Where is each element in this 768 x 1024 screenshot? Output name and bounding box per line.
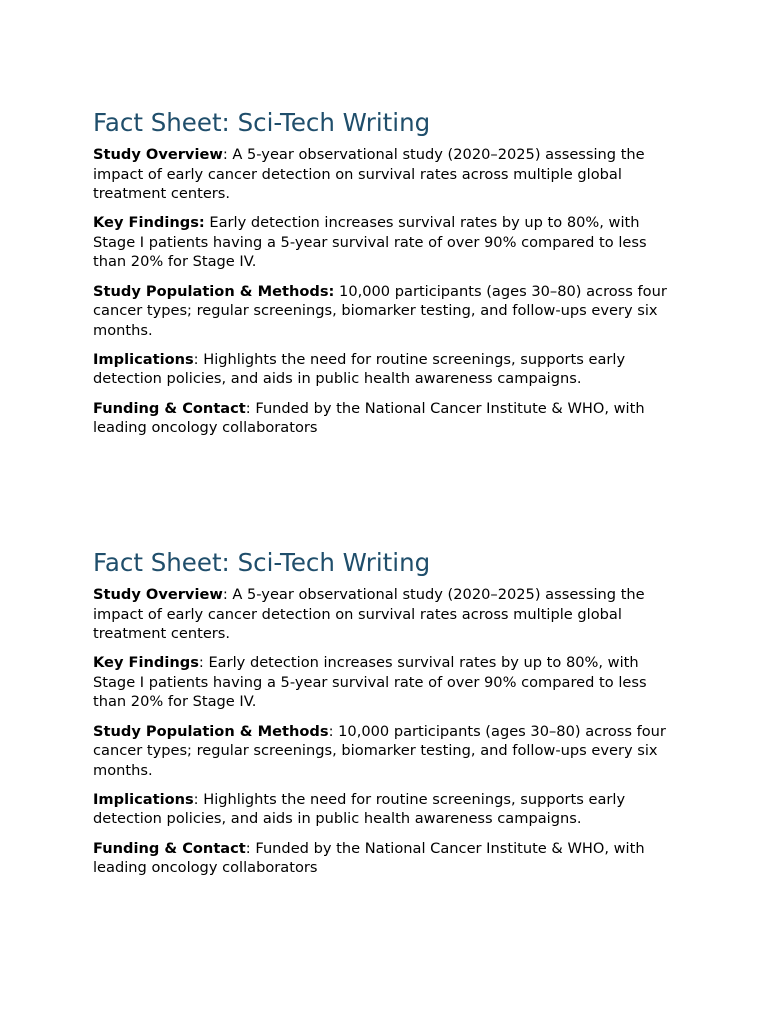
section-text: Funded by the National Cancer Institute & WHO, with leading oncology collaborators bbox=[93, 399, 645, 437]
section-funding-contact bbox=[93, 839, 683, 878]
section-label-colon: : bbox=[328, 722, 334, 740]
section-text: Early detection increases survival rates by up to 80%, with Stage I patients having a 5-year survival rate of over 90% compared to less than 20% for Stage IV. bbox=[93, 654, 647, 711]
section-implications bbox=[93, 350, 683, 389]
section-text: 10,000 participants (ages 30–80) across four cancer types; regular screenings, biomarker testing, and follow-ups every six months. bbox=[93, 722, 666, 779]
section-label-colon: : bbox=[245, 839, 251, 857]
fact-sheet-title: Fact Sheet: Sci-Tech Writing bbox=[93, 108, 431, 137]
section-label-colon: : bbox=[193, 790, 199, 808]
section-label-colon: : bbox=[193, 350, 199, 368]
section-text: A 5-year observational study (2020–2025) assessing the impact of early cancer detection on survival rates across multiple global treatment centers. bbox=[93, 586, 645, 643]
section-key-findings bbox=[93, 213, 683, 272]
section-text: Early detection increases survival rates by up to 80%, with Stage I patients having a 5-year survival rate of over 90% compared to less than 20% for Stage IV. bbox=[93, 214, 647, 271]
section-text: Funded by the National Cancer Institute & WHO, with leading oncology collaborators bbox=[93, 839, 645, 877]
section-label-colon: : bbox=[222, 146, 228, 163]
section-study-population-methods bbox=[93, 282, 683, 341]
fact-sheet-1 bbox=[93, 106, 683, 447]
section-text: Highlights the need for routine screenings, supports early detection policies, and aids in public health awareness campaigns. bbox=[93, 350, 626, 388]
fact-sheet-2 bbox=[93, 546, 683, 887]
section-key-findings bbox=[93, 653, 683, 712]
section-study-overview bbox=[93, 145, 683, 204]
section-label: Implications bbox=[93, 350, 194, 368]
section-label: Study Population & Methods: bbox=[93, 282, 335, 300]
section-implications bbox=[93, 790, 683, 829]
section-label: Key Findings bbox=[93, 654, 199, 672]
section-label-colon: : bbox=[198, 654, 204, 672]
section-label: Funding & Contact bbox=[93, 399, 246, 417]
section-label-colon: : bbox=[222, 586, 228, 603]
section-label: Study Population & Methods bbox=[93, 722, 329, 740]
section-text: Highlights the need for routine screenings, supports early detection policies, and aids in public health awareness campaigns. bbox=[93, 790, 626, 828]
section-text: A 5-year observational study (2020–2025) assessing the impact of early cancer detection on survival rates across multiple global treatment centers. bbox=[93, 146, 645, 203]
section-label-colon: : bbox=[245, 399, 251, 417]
section-text: 10,000 participants (ages 30–80) across four cancer types; regular screenings, biomarker testing, and follow-ups every six months. bbox=[93, 282, 667, 339]
section-study-overview bbox=[93, 585, 683, 644]
fact-sheet-title: Fact Sheet: Sci-Tech Writing bbox=[93, 548, 431, 577]
section-label: Funding & Contact bbox=[93, 839, 246, 857]
section-label: Study Overview bbox=[93, 146, 223, 163]
section-study-population-methods bbox=[93, 722, 683, 781]
section-label: Key Findings: bbox=[93, 214, 205, 232]
section-label: Implications bbox=[93, 790, 194, 808]
section-funding-contact bbox=[93, 399, 683, 438]
section-label: Study Overview bbox=[93, 586, 223, 603]
